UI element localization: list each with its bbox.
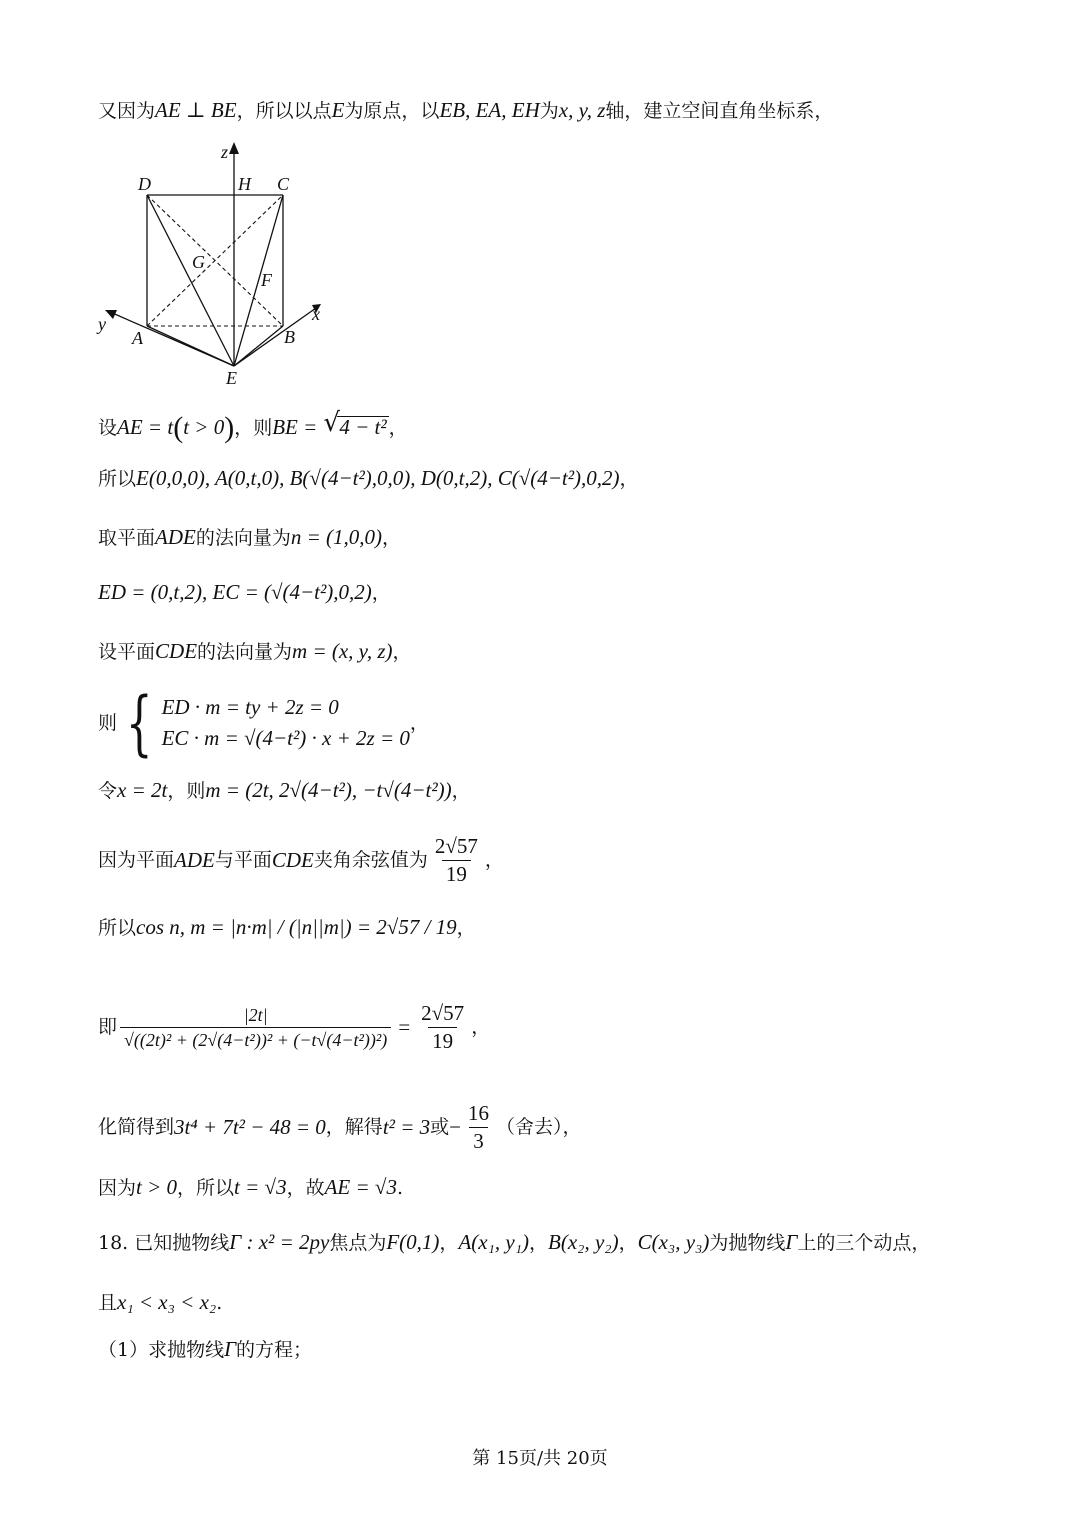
text: ， (456, 917, 476, 939)
text: 轴，建立空间直角坐标系， (605, 100, 834, 122)
fraction-numerator: 2√57 (434, 834, 478, 858)
math: t² = 3 (382, 1115, 431, 1139)
label-E: E (226, 368, 237, 388)
text: ，则 (167, 780, 206, 802)
text-line (98, 780, 471, 801)
text-line (98, 527, 401, 548)
text: 则 (98, 711, 118, 734)
label-z: z (221, 142, 229, 162)
text: 为 (539, 100, 559, 122)
math: m = (2t, 2√(4−t²), −t√(4−t²)) (205, 778, 452, 802)
text: （舍去）， (495, 1116, 582, 1138)
math: x = 2t (117, 778, 168, 802)
math: AE = √3 (324, 1175, 397, 1199)
math: Γ (224, 1337, 237, 1361)
text-line (98, 582, 391, 603)
equation: ED · m = ty + 2z = 0 (161, 695, 339, 719)
text: 即 (98, 1016, 118, 1038)
text-line (98, 100, 833, 121)
text: 取平面 (98, 527, 156, 549)
text: 令 (98, 780, 118, 802)
text-line (98, 1103, 582, 1152)
fraction-denominator: 19 (428, 1027, 457, 1052)
label-F: F (261, 270, 272, 290)
fraction-denominator: √((2t)² + (2√(4−t²))² + (−t√(4−t²))²) (120, 1027, 391, 1049)
text: 焦点为 (329, 1232, 387, 1254)
label-x: x (312, 304, 320, 324)
text-line (98, 468, 639, 489)
text: ， (439, 1232, 459, 1254)
text: 或 (430, 1116, 450, 1138)
page-footer: 第 15页/共 20页 (472, 1448, 608, 1469)
label-G: G (192, 252, 205, 272)
fraction-numerator: |2t| (243, 1005, 268, 1025)
text: 所以 (98, 468, 137, 490)
text: ， (619, 468, 639, 490)
math: AE = t (117, 415, 174, 439)
geometry-figure (90, 140, 350, 390)
text: ， (529, 1232, 549, 1254)
text: 为原点，以 (344, 100, 440, 122)
label-C: C (277, 174, 290, 194)
math: E(0,0,0), A(0,t,0), B(√(4−t²),0,0), D(0,t,2), C(√(4−t²),0,2) (136, 466, 620, 490)
text: . (396, 1177, 403, 1199)
math: t > 0 (183, 415, 225, 439)
label-D: D (138, 174, 151, 194)
text: 上的三个动点， (797, 1232, 931, 1254)
text: 夹角余弦值为 (313, 849, 428, 871)
math: CDE (155, 639, 198, 663)
math: A(x₁, y₁) (458, 1230, 529, 1254)
math: n = (1,0,0) (290, 525, 383, 549)
text-line (98, 1339, 312, 1360)
text: 的法向量为 (195, 527, 291, 549)
text: ， (471, 1016, 491, 1038)
text: ，则 (234, 417, 273, 439)
text: ，所以 (177, 1177, 235, 1199)
math: ADE (155, 525, 196, 549)
math: E (331, 98, 345, 122)
text: 因为 (98, 1177, 137, 1199)
text: . (216, 1292, 223, 1314)
text: ， (371, 582, 391, 604)
text-line (98, 1292, 222, 1313)
math: F(0,1) (386, 1230, 440, 1254)
text: （1）求抛物线 (98, 1339, 225, 1361)
fraction-numerator: 16 (467, 1101, 489, 1125)
text: 18. 已知抛物线 (98, 1232, 230, 1254)
text: ，故 (286, 1177, 325, 1199)
text-line (98, 641, 412, 662)
text: ， (388, 417, 408, 439)
text-line: 即 $\frac{|2t|}{\text{√((2t)² + (2√(4−t²))² + (−t√(4−t²))²)}}$ = $\frac{2√57}{19}$ ， (98, 1001, 491, 1053)
text: ， (451, 780, 471, 802)
equation-system: 则 { ED · m = ty + 2z = 0 EC · m = √(4−t²) · x + 2z = 0 ， (98, 682, 429, 764)
math: 3t⁴ + 7t² − 48 = 0 (174, 1115, 326, 1139)
math: − (449, 1115, 461, 1139)
math: CDE (271, 848, 314, 872)
math: BE = (272, 415, 318, 439)
math: x₁ < x₃ < x₂ (117, 1290, 217, 1314)
text: 设平面 (98, 641, 156, 663)
text: 化简得到 (98, 1116, 175, 1138)
text: 因为平面 (98, 849, 175, 871)
text: 的方程； (236, 1339, 313, 1361)
math: ADE (174, 848, 215, 872)
math: EB, EA, EH (439, 98, 540, 122)
text: ， (392, 641, 412, 663)
text: 又因为 (98, 100, 156, 122)
text: ， (409, 711, 429, 734)
text: ， (382, 527, 402, 549)
equation: EC · m = √(4−t²) · x + 2z = 0 (161, 726, 410, 750)
fraction-denominator: 3 (469, 1127, 488, 1152)
math: t = √3 (234, 1175, 287, 1199)
math: m = (x, y, z) (292, 639, 393, 663)
math: 4 − t² (339, 415, 387, 439)
text: 的法向量为 (197, 641, 293, 663)
label-A: A (132, 328, 143, 348)
math: Γ (785, 1230, 798, 1254)
text-line: 设AE = t(t > 0)，则BE = √ 4 − t² ， (98, 408, 408, 444)
fraction-numerator: 2√57 (421, 1001, 465, 1025)
text-line (98, 836, 504, 885)
math: x, y, z (558, 98, 606, 122)
text: 为抛物线 (709, 1232, 786, 1254)
text: ， (618, 1232, 638, 1254)
fraction-denominator: 19 (442, 860, 471, 885)
math: ED = (0,t,2), EC = (√(4−t²),0,2) (98, 580, 372, 604)
math: Γ : x² = 2py (229, 1230, 330, 1254)
text: ，所以以点 (236, 100, 332, 122)
math: AE ⊥ BE (155, 98, 237, 122)
text: 所以 (98, 917, 137, 939)
label-B: B (284, 327, 295, 347)
label-H: H (238, 174, 251, 194)
text: ， (484, 849, 504, 871)
text: 设 (98, 417, 118, 439)
text: ，解得 (325, 1116, 383, 1138)
label-y: y (98, 314, 106, 334)
math: C(x₃, y₃) (637, 1230, 710, 1254)
text-line (98, 917, 476, 938)
text: 与平面 (214, 849, 272, 871)
text: 且 (98, 1292, 118, 1314)
math: B(x₂, y₂) (548, 1230, 619, 1254)
math: cos n, m = |n·m| / (|n||m|) = 2√57 / 19 (136, 915, 457, 939)
text-line (98, 1177, 403, 1198)
math: t > 0 (136, 1175, 178, 1199)
text-line (98, 1232, 930, 1253)
